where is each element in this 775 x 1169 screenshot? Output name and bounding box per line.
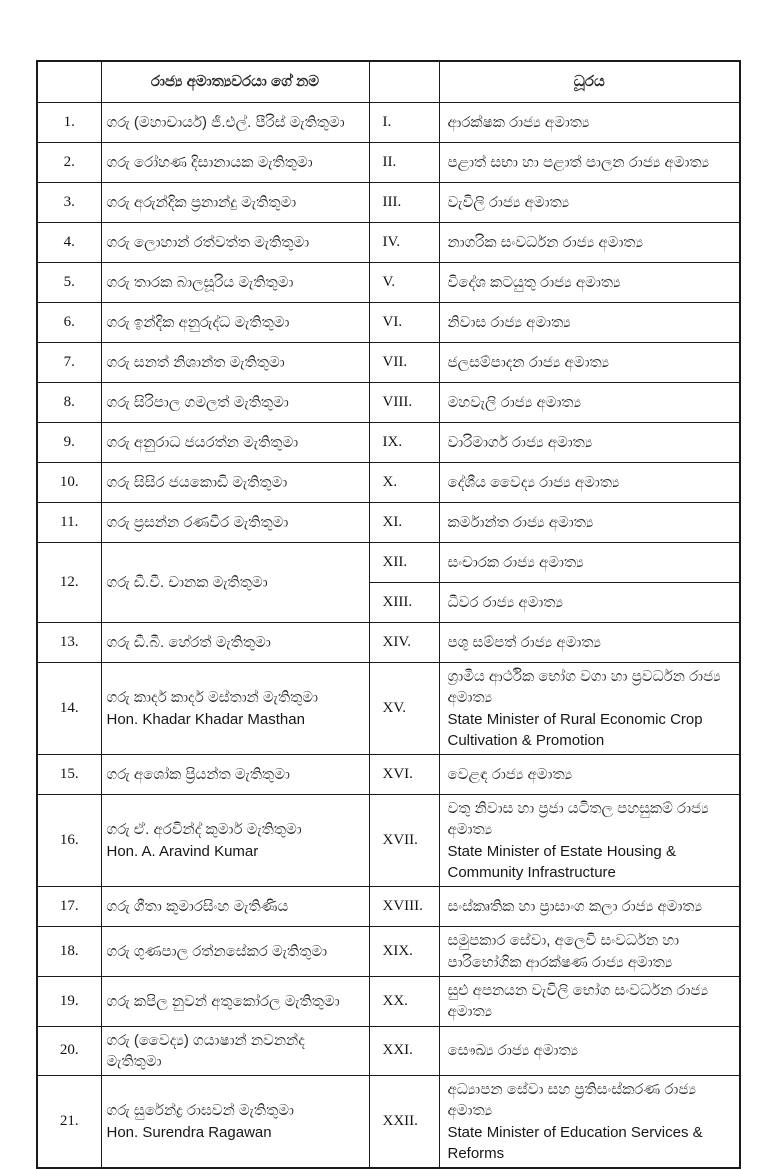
roman-numeral-cell bbox=[369, 423, 439, 463]
portfolio-cell bbox=[439, 1026, 740, 1076]
portfolio-cell bbox=[439, 503, 740, 543]
row-number: 8. bbox=[63, 393, 75, 410]
row-number-cell bbox=[37, 343, 101, 383]
row-number: 19. bbox=[59, 992, 79, 1009]
roman-numeral: V. bbox=[382, 273, 396, 290]
roman-numeral: X. bbox=[382, 473, 398, 490]
minister-name-si: ගරු ඩී.බී. හේරත් මැතිතුමා bbox=[106, 633, 271, 651]
roman-numeral-cell bbox=[369, 543, 439, 583]
minister-name-si: ගරු රෝහණ දිසානායක මැතිතුමා bbox=[106, 153, 313, 171]
minister-name-en: Hon. Khadar Khadar Masthan bbox=[106, 710, 305, 728]
roman-numeral: IV. bbox=[382, 233, 401, 250]
minister-name-cell bbox=[101, 103, 369, 143]
roman-numeral-cell bbox=[369, 623, 439, 663]
portfolio-cell bbox=[439, 103, 740, 143]
portfolio-si: කර්මාන්ත රාජ්‍ය අමාත්‍ය bbox=[447, 513, 594, 531]
roman-numeral: XIV. bbox=[382, 633, 411, 650]
roman-numeral: XIX. bbox=[382, 943, 413, 960]
roman-numeral-cell bbox=[369, 927, 439, 977]
minister-name-en: Hon. A. Aravind Kumar bbox=[106, 842, 259, 860]
roman-numeral-cell bbox=[369, 463, 439, 503]
table-row bbox=[37, 503, 740, 543]
portfolio-en: State Minister of Rural Economic Crop Cultivation & Promotion bbox=[447, 710, 703, 749]
minister-name-si: ගරු ලොහාන් රත්වත්ත මැතිතුමා bbox=[106, 233, 310, 251]
row-number: 2. bbox=[63, 153, 75, 170]
row-number-cell bbox=[37, 423, 101, 463]
minister-name-cell bbox=[101, 623, 369, 663]
minister-name-cell bbox=[101, 183, 369, 223]
minister-name-si: ගරු (වෛද්‍ය) ගයාෂාන් නවනන්ද මැතිතුමා bbox=[106, 1031, 305, 1070]
row-number: 10. bbox=[59, 473, 79, 490]
portfolio-si: පශු සම්පත් රාජ්‍ය අමාත්‍ය bbox=[447, 633, 601, 651]
portfolio-si: ආරක්ෂක රාජ්‍ය අමාත්‍ය bbox=[447, 113, 590, 131]
row-number-cell bbox=[37, 663, 101, 755]
roman-numeral: XXI. bbox=[382, 1042, 413, 1059]
roman-numeral-cell bbox=[369, 183, 439, 223]
minister-name-cell bbox=[101, 795, 369, 887]
row-number: 3. bbox=[63, 193, 75, 210]
roman-numeral-cell bbox=[369, 583, 439, 623]
table-row bbox=[37, 423, 740, 463]
portfolio-cell bbox=[439, 663, 740, 755]
minister-name-si: ගරු අශෝක ප්‍රියන්ත මැතිතුමා bbox=[106, 766, 290, 784]
portfolio-si: අධ්‍යාපන සේවා සහ ප්‍රතිසංස්කරණ රාජ්‍ය අමාත්‍ය bbox=[447, 1081, 696, 1120]
minister-name-si: ගරු තාරක බාලසූරිය මැතිතුමා bbox=[106, 273, 294, 291]
minister-name-cell bbox=[101, 383, 369, 423]
row-number-cell bbox=[37, 463, 101, 503]
row-number: 13. bbox=[59, 633, 79, 650]
table-row bbox=[37, 463, 740, 503]
portfolio-en: State Minister of Education Services & Reforms bbox=[447, 1123, 703, 1163]
roman-numeral-cell bbox=[369, 303, 439, 343]
minister-name-cell bbox=[101, 1026, 369, 1076]
portfolio-cell bbox=[439, 263, 740, 303]
table-row bbox=[37, 663, 740, 755]
table-row bbox=[37, 976, 740, 1026]
row-number: 9. bbox=[63, 433, 75, 450]
row-number: 17. bbox=[59, 898, 79, 915]
minister-name-cell bbox=[101, 1076, 369, 1169]
minister-name-si: ගරු අනුරාධ ජයරත්න මැතිතුමා bbox=[106, 433, 299, 451]
portfolio-cell bbox=[439, 143, 740, 183]
row-number-cell bbox=[37, 223, 101, 263]
roman-numeral: XXII. bbox=[382, 1113, 418, 1130]
row-number: 4. bbox=[63, 233, 75, 250]
row-number: 7. bbox=[63, 353, 75, 370]
row-number-cell bbox=[37, 623, 101, 663]
roman-numeral: XVIII. bbox=[382, 898, 423, 915]
portfolio-si: විදේශ කටයුතු රාජ්‍ය අමාත්‍ය bbox=[447, 273, 621, 291]
table-row bbox=[37, 303, 740, 343]
minister-name-cell bbox=[101, 223, 369, 263]
table-row bbox=[37, 1076, 740, 1169]
row-number-cell bbox=[37, 795, 101, 887]
roman-numeral-cell bbox=[369, 755, 439, 795]
row-number-cell bbox=[37, 543, 101, 623]
row-number-cell bbox=[37, 263, 101, 303]
roman-numeral: XVI. bbox=[382, 766, 413, 783]
row-number: 14. bbox=[59, 699, 79, 716]
table-row bbox=[37, 383, 740, 423]
roman-numeral-cell bbox=[369, 1076, 439, 1169]
portfolio-cell bbox=[439, 303, 740, 343]
header-numeral-cell bbox=[369, 61, 439, 103]
portfolio-en: State Minister of Estate Housing & Community Infrastructure bbox=[447, 842, 676, 882]
row-number: 11. bbox=[60, 513, 79, 530]
portfolio-cell bbox=[439, 1076, 740, 1169]
portfolio-si: ජලසම්පාදන රාජ්‍ය අමාත්‍ය bbox=[447, 353, 610, 371]
minister-name-si: ගරු ප්‍රසන්න රණවීර මැතිතුමා bbox=[106, 513, 289, 531]
minister-name-cell bbox=[101, 263, 369, 303]
roman-numeral-cell bbox=[369, 103, 439, 143]
portfolio-si: ග්‍රාමීය ආර්ථික භෝග වගා හා ප්‍රවර්ධන රාජ්‍ය අමාත්‍ය bbox=[447, 668, 721, 707]
row-number-cell bbox=[37, 103, 101, 143]
row-number: 1. bbox=[63, 113, 75, 130]
row-number-cell bbox=[37, 503, 101, 543]
roman-numeral: XII. bbox=[382, 553, 408, 570]
roman-numeral-cell bbox=[369, 223, 439, 263]
table-row bbox=[37, 927, 740, 977]
portfolio-si: සමුපකාර සේවා, අලෙවි සංවර්ධන හා පාරිභෝගික ආරක්ෂණ රාජ්‍ය අමාත්‍ය bbox=[447, 932, 680, 971]
roman-numeral: III. bbox=[382, 193, 402, 210]
minister-name-cell bbox=[101, 887, 369, 927]
table-row bbox=[37, 183, 740, 223]
minister-name-cell bbox=[101, 463, 369, 503]
header-number-cell bbox=[37, 61, 101, 103]
portfolio-cell bbox=[439, 623, 740, 663]
roman-numeral-cell bbox=[369, 887, 439, 927]
roman-numeral: II. bbox=[382, 153, 397, 170]
portfolio-cell bbox=[439, 976, 740, 1026]
minister-name-si: ගරු අරුන්දික ප්‍රනාන්දු මැතිතුමා bbox=[106, 193, 297, 211]
minister-name-si: ගරු සිසිර ජයකොඩි මැතිතුමා bbox=[106, 473, 288, 491]
portfolio-si: නිවාස රාජ්‍ය අමාත්‍ය bbox=[447, 313, 571, 331]
portfolio-cell bbox=[439, 383, 740, 423]
row-number: 15. bbox=[59, 766, 79, 783]
roman-numeral: XV. bbox=[382, 699, 406, 716]
minister-name-cell bbox=[101, 303, 369, 343]
roman-numeral-cell bbox=[369, 383, 439, 423]
roman-numeral: VIII. bbox=[382, 393, 413, 410]
portfolio-cell bbox=[439, 183, 740, 223]
minister-name-si: ගරු ඩී.වී. චානක මැතිතුමා bbox=[106, 573, 268, 591]
row-number-cell bbox=[37, 183, 101, 223]
roman-numeral: XIII. bbox=[382, 593, 413, 610]
minister-name-si: ගරු ගීතා කුමාරසිංහ මැතිණිය bbox=[106, 898, 289, 916]
row-number: 18. bbox=[59, 943, 79, 960]
roman-numeral-cell bbox=[369, 1026, 439, 1076]
portfolio-si: දේශීය වෛද්‍ය රාජ්‍ය අමාත්‍ය bbox=[447, 473, 620, 491]
table-header-row bbox=[37, 61, 740, 103]
portfolio-cell bbox=[439, 463, 740, 503]
table-row bbox=[37, 1026, 740, 1076]
table-row bbox=[37, 795, 740, 887]
minister-name-si: ගරු ගුණපාල රත්නසේකර මැතිතුමා bbox=[106, 943, 328, 961]
portfolio-cell bbox=[439, 583, 740, 623]
roman-numeral: IX. bbox=[382, 433, 403, 450]
row-number-cell bbox=[37, 383, 101, 423]
row-number-cell bbox=[37, 927, 101, 977]
header-minister-name: රාජ්‍ය අමාත්‍යවරයා ගේ නම bbox=[101, 61, 369, 103]
minister-name-cell bbox=[101, 423, 369, 463]
roman-numeral-cell bbox=[369, 263, 439, 303]
portfolio-cell bbox=[439, 887, 740, 927]
state-ministers-table bbox=[36, 60, 741, 1169]
row-number-cell bbox=[37, 887, 101, 927]
row-number-cell bbox=[37, 1076, 101, 1169]
minister-name-cell bbox=[101, 976, 369, 1026]
portfolio-cell bbox=[439, 927, 740, 977]
portfolio-si: ධීවර රාජ්‍ය අමාත්‍ය bbox=[447, 593, 563, 611]
minister-name-si: ගරු කාදර් කාදර් මස්තාන් මැතිතුමා bbox=[106, 689, 319, 707]
row-number-cell bbox=[37, 303, 101, 343]
minister-name-cell bbox=[101, 343, 369, 383]
roman-numeral: VII. bbox=[382, 353, 408, 370]
minister-name-cell bbox=[101, 927, 369, 977]
row-number-cell bbox=[37, 143, 101, 183]
portfolio-si: සංස්කෘතික හා ප්‍රාසාංග කලා රාජ්‍ය අමාත්‍ය bbox=[447, 898, 703, 916]
minister-name-cell bbox=[101, 503, 369, 543]
portfolio-si: සුළු අපනයන වැවිලි භෝග සංවර්ධන රාජ්‍ය අමාත්‍ය bbox=[447, 981, 709, 1021]
minister-name-en: Hon. Surendra Ragawan bbox=[106, 1123, 272, 1141]
minister-name-si: ගරු සනත් නිශාන්ත මැතිතුමා bbox=[106, 353, 285, 371]
row-number: 20. bbox=[59, 1042, 79, 1059]
roman-numeral-cell bbox=[369, 976, 439, 1026]
minister-name-cell bbox=[101, 663, 369, 755]
roman-numeral: XVII. bbox=[382, 832, 418, 849]
row-number-cell bbox=[37, 1026, 101, 1076]
portfolio-si: වෙළඳ රාජ්‍ය අමාත්‍ය bbox=[447, 766, 573, 784]
portfolio-cell bbox=[439, 223, 740, 263]
roman-numeral-cell bbox=[369, 503, 439, 543]
roman-numeral: XX. bbox=[382, 992, 408, 1009]
portfolio-cell bbox=[439, 543, 740, 583]
row-number: 21. bbox=[59, 1113, 79, 1130]
table-row bbox=[37, 887, 740, 927]
portfolio-si: වාරිමාර්ග රාජ්‍ය අමාත්‍ය bbox=[447, 433, 593, 451]
portfolio-si: වතු නිවාස හා ප්‍රජා යටිතල පහසුකම් රාජ්‍ය අමාත්‍ය bbox=[447, 800, 709, 839]
minister-name-si: ගරු සිරිපාල ගමලත් මැතිතුමා bbox=[106, 393, 289, 411]
table-row bbox=[37, 143, 740, 183]
portfolio-cell bbox=[439, 795, 740, 887]
minister-name-si: ගරු ඒ. අරවින්ද් කුමාර් මැතිතුමා bbox=[106, 821, 302, 839]
minister-name-cell bbox=[101, 543, 369, 623]
minister-name-cell bbox=[101, 143, 369, 183]
roman-numeral-cell bbox=[369, 143, 439, 183]
portfolio-si: පළාත් සභා හා පළාත් පාලන රාජ්‍ය අමාත්‍ය bbox=[447, 153, 710, 171]
portfolio-cell bbox=[439, 343, 740, 383]
portfolio-si: මහවැලි රාජ්‍ය අමාත්‍ය bbox=[447, 393, 582, 411]
roman-numeral-cell bbox=[369, 343, 439, 383]
row-number: 16. bbox=[59, 832, 79, 849]
minister-name-si: ගරු කපිල නුවන් අතුකෝරල මැතිතුමා bbox=[106, 992, 340, 1010]
table-row bbox=[37, 263, 740, 303]
row-number-cell bbox=[37, 976, 101, 1026]
portfolio-si: වැවිලි රාජ්‍ය අමාත්‍ය bbox=[447, 193, 570, 211]
header-portfolio: ධූරය bbox=[439, 61, 740, 103]
table-row bbox=[37, 223, 740, 263]
roman-numeral-cell bbox=[369, 663, 439, 755]
portfolio-si: සෞඛ්‍ය රාජ්‍ය අමාත්‍ය bbox=[447, 1042, 579, 1060]
roman-numeral: VI. bbox=[382, 313, 403, 330]
row-number: 5. bbox=[63, 273, 75, 290]
roman-numeral-cell bbox=[369, 795, 439, 887]
row-number: 6. bbox=[63, 313, 75, 330]
minister-name-si: ගරු ඉන්දික අනුරුද්ධ මැතිතුමා bbox=[106, 313, 290, 331]
row-number: 12. bbox=[59, 573, 79, 590]
row-number-cell bbox=[37, 755, 101, 795]
table-row bbox=[37, 103, 740, 143]
portfolio-si: සංචාරක රාජ්‍ය අමාත්‍ය bbox=[447, 553, 584, 571]
table-row bbox=[37, 343, 740, 383]
roman-numeral: I. bbox=[382, 113, 392, 130]
portfolio-cell bbox=[439, 755, 740, 795]
minister-name-cell bbox=[101, 755, 369, 795]
table-row bbox=[37, 543, 740, 583]
table-row bbox=[37, 755, 740, 795]
portfolio-si: නාගරික සංවර්ධන රාජ්‍ය අමාත්‍ය bbox=[447, 233, 644, 251]
table-row bbox=[37, 623, 740, 663]
table-body bbox=[37, 103, 740, 1169]
minister-name-si: ගරු සුරේන්ද්‍ර රාඝවන් මැතිතුමා bbox=[106, 1102, 294, 1120]
roman-numeral: XI. bbox=[382, 513, 403, 530]
minister-name-si: ගරු (මහාචාර්ය) ජී.එල්. පීරිස් මැතිතුමා bbox=[106, 113, 345, 131]
portfolio-cell bbox=[439, 423, 740, 463]
